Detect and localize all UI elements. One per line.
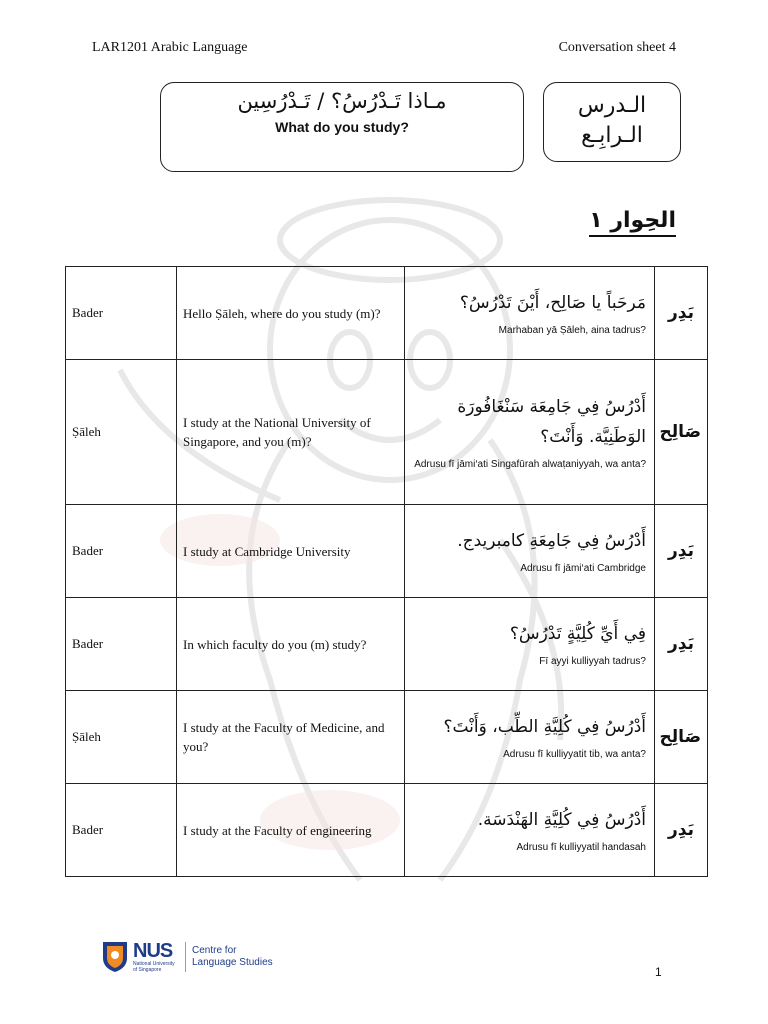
arabic-text: فِي أَيِّ كُلِيَّةٍ تَدْرُسُ؟	[509, 624, 646, 644]
table-row	[66, 267, 708, 360]
course-title: LAR1201 Arabic Language	[92, 40, 248, 55]
transliteration: Adrusu fī jāmi‘ati Cambridge	[520, 563, 646, 574]
transliteration: Fī ayyi kulliyyah tadrus?	[539, 656, 646, 667]
transliteration: Adrusu fī kulliyyatil handasah	[516, 842, 646, 853]
arabic-text: أَدْرُسُ فِي كُلِيَّةِ الهَنْدَسَة.	[477, 810, 646, 830]
arabic-cell	[405, 784, 655, 877]
nus-word: NUS	[133, 940, 173, 962]
centre-line1: Centre for	[192, 945, 237, 956]
arabic-name-cell: بَدِر	[655, 784, 708, 877]
transliteration: Marhaban yā Ṣāleh, aina tadrus?	[498, 325, 646, 336]
speaker-cell: Bader	[66, 267, 177, 360]
page-number: 1	[655, 965, 662, 979]
centre-line2: Language Studies	[192, 957, 273, 968]
dialog-table	[65, 266, 708, 877]
arabic-cell	[405, 267, 655, 360]
arabic-text: أَدْرُسُ فِي كُلِيَّةِ الطِّب، وَأَنْتَ؟	[443, 717, 646, 737]
speaker-cell: Bader	[66, 784, 177, 877]
arabic-cell	[405, 505, 655, 598]
arabic-text: أَدْرُسُ فِي جَامِعَةِ كامبريدج.	[457, 531, 646, 551]
table-row	[66, 784, 708, 877]
arabic-cell	[405, 598, 655, 691]
title-arabic: مـاذا تَـدْرُسُ؟ / تَـدْرُسِين	[237, 89, 447, 113]
speaker-cell: Bader	[66, 505, 177, 598]
centre-name	[192, 945, 273, 969]
lesson-number-box	[543, 82, 681, 162]
nus-subtext: National University of Singapore	[133, 961, 175, 973]
logo-divider	[185, 942, 186, 972]
table-row	[66, 691, 708, 784]
lesson-label: الـدرس	[577, 93, 647, 118]
nus-wordmark	[133, 941, 179, 973]
lesson-title-box	[160, 82, 524, 172]
arabic-name-cell: بَدِر	[655, 598, 708, 691]
arabic-name-cell: صَالِح	[655, 691, 708, 784]
arabic-text: مَرحَباً يا صَالِح، أَيْنَ تَدْرُسُ؟	[459, 293, 646, 313]
table-row	[66, 505, 708, 598]
english-cell: I study at the Faculty of Medicine, and you?	[177, 691, 405, 784]
sheet-label: Conversation sheet 4	[558, 40, 676, 55]
transliteration: Adrusu fī kulliyyatit tib, wa anta?	[503, 749, 646, 760]
arabic-text: أَدْرُسُ فِي جَامِعَة سَنْغَافُورَة الوَطَنِيَّة. وَأَنْتَ؟	[457, 397, 646, 447]
arabic-name-cell: صَالِح	[655, 360, 708, 505]
speaker-cell: Bader	[66, 598, 177, 691]
table-row	[66, 598, 708, 691]
english-cell: In which faculty do you (m) study?	[177, 598, 405, 691]
english-cell: I study at Cambridge University	[177, 505, 405, 598]
title-english: What do you study?	[275, 119, 409, 135]
arabic-cell	[405, 360, 655, 505]
nus-crest-icon	[101, 940, 129, 974]
arabic-name-cell: بَدِر	[655, 267, 708, 360]
arabic-cell	[405, 691, 655, 784]
lesson-ordinal: الـرابِـع	[581, 123, 643, 148]
table-row	[66, 360, 708, 505]
dialog-heading: الحِوار ١	[589, 208, 676, 237]
transliteration: Adrusu fī jāmi‘ati Singafūrah alwaṭaniyyah, wa anta?	[414, 459, 646, 470]
speaker-cell: Ṣāleh	[66, 360, 177, 505]
nus-logo	[101, 940, 273, 974]
english-cell: I study at the Faculty of engineering	[177, 784, 405, 877]
arabic-name-cell: بَدِر	[655, 505, 708, 598]
english-cell: Hello Ṣāleh, where do you study (m)?	[177, 267, 405, 360]
english-cell: I study at the National University of Singapore, and you (m)?	[177, 360, 405, 505]
speaker-cell: Ṣāleh	[66, 691, 177, 784]
